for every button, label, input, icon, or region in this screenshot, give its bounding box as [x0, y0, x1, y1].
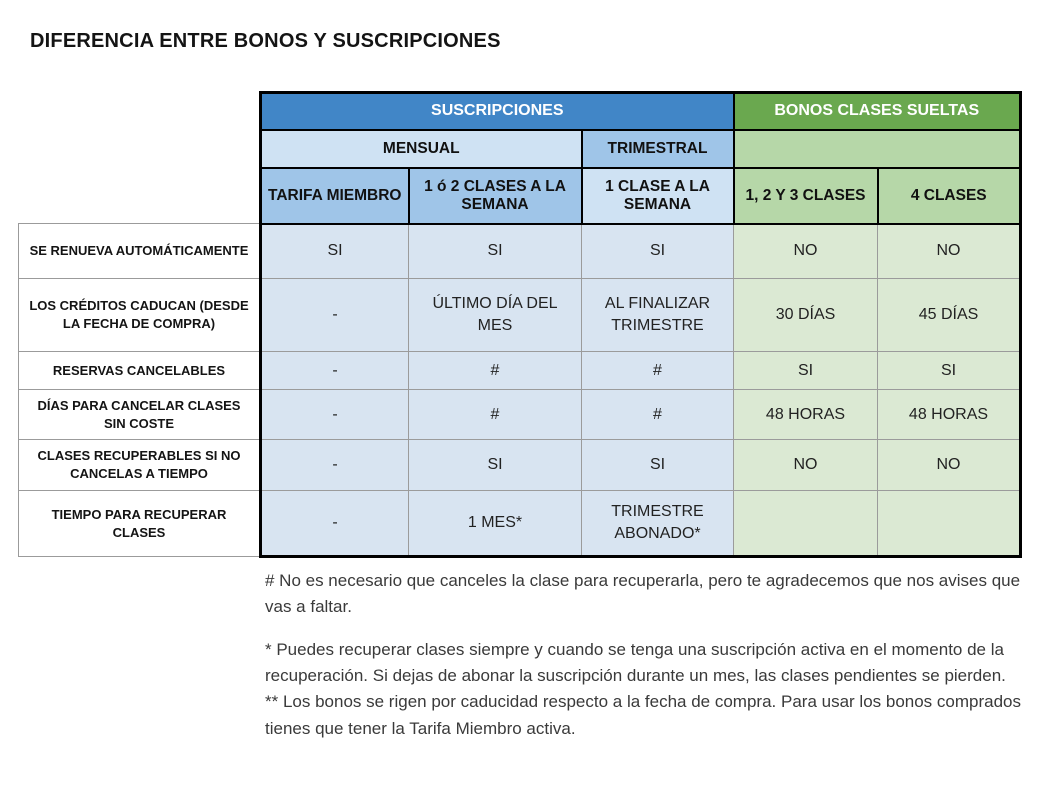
row-label: TIEMPO PARA RECUPERAR CLASES	[19, 491, 261, 557]
table-cell: SI	[878, 352, 1021, 390]
table-cell: 30 DÍAS	[734, 279, 878, 352]
spacer-cell	[19, 168, 261, 224]
footnotes	[265, 568, 1024, 742]
footnote-asterisk: * Puedes recuperar clases siempre y cuando se tenga una suscripción activa en el momento de la recuperación. Si dejas de abonar la suscripción durante un mes, las clases pendientes se pierden.	[265, 639, 1006, 686]
header-trimestral: TRIMESTRAL	[582, 130, 734, 168]
row-label: DÍAS PARA CANCELAR CLASES SIN COSTE	[19, 390, 261, 440]
header-mensual: MENSUAL	[261, 130, 582, 168]
table-cell: NO	[878, 440, 1021, 491]
row-label: RESERVAS CANCELABLES	[19, 352, 261, 390]
comparison-table	[18, 91, 1022, 558]
table-row	[19, 279, 1021, 352]
table-cell: TRIMESTRE ABONADO*	[582, 491, 734, 557]
footnote-double-asterisk: ** Los bonos se rigen por caducidad respecto a la fecha de compra. Para usar los bonos comprados tienes que tener la Tarifa Miembro activa.	[265, 692, 1022, 738]
table-cell: AL FINALIZAR TRIMESTRE	[582, 279, 734, 352]
column-header-tarifa-miembro: TARIFA MIEMBRO	[261, 168, 409, 224]
table-cell: -	[261, 440, 409, 491]
table-cell: -	[261, 390, 409, 440]
row-label: CLASES RECUPERABLES SI NO CANCELAS A TIEMPO	[19, 440, 261, 491]
column-header-1-clase: 1 CLASE A LA SEMANA	[582, 168, 734, 224]
spacer-cell	[19, 130, 261, 168]
table-row	[19, 491, 1021, 557]
table-cell: SI	[582, 224, 734, 279]
table-cell: NO	[878, 224, 1021, 279]
table-cell: -	[261, 279, 409, 352]
table-cell	[878, 491, 1021, 557]
table-cell: SI	[409, 440, 582, 491]
column-header-4-clases: 4 CLASES	[878, 168, 1021, 224]
table-row	[19, 390, 1021, 440]
row-label: SE RENUEVA AUTOMÁTICAMENTE	[19, 224, 261, 279]
table-cell: #	[582, 352, 734, 390]
table-cell: SI	[409, 224, 582, 279]
table-row	[19, 352, 1021, 390]
table-cell: -	[261, 491, 409, 557]
row-label: LOS CRÉDITOS CADUCAN (DESDE LA FECHA DE COMPRA)	[19, 279, 261, 352]
table-cell: NO	[734, 440, 878, 491]
spacer-cell	[19, 93, 261, 130]
header-bonos-clases-sueltas: BONOS CLASES SUELTAS	[734, 93, 1021, 130]
table-cell: 48 HORAS	[878, 390, 1021, 440]
table-cell: ÚLTIMO DÍA DEL MES	[409, 279, 582, 352]
table-row	[19, 440, 1021, 491]
page-title: DIFERENCIA ENTRE BONOS Y SUSCRIPCIONES	[30, 30, 501, 52]
table-cell: #	[409, 352, 582, 390]
column-header-1o2-clases: 1 ó 2 CLASES A LA SEMANA	[409, 168, 582, 224]
table-cell: 45 DÍAS	[878, 279, 1021, 352]
table-cell: #	[582, 390, 734, 440]
column-header-123-clases: 1, 2 Y 3 CLASES	[734, 168, 878, 224]
table-cell: NO	[734, 224, 878, 279]
table-row	[19, 224, 1021, 279]
table-cell: SI	[261, 224, 409, 279]
table-cell: -	[261, 352, 409, 390]
table-cell: SI	[734, 352, 878, 390]
table-cell	[734, 491, 878, 557]
table-cell: #	[409, 390, 582, 440]
table-cell: 1 MES*	[409, 491, 582, 557]
table-cell: 48 HORAS	[734, 390, 878, 440]
header-bonos-blank	[734, 130, 1021, 168]
table-cell: SI	[582, 440, 734, 491]
header-suscripciones: SUSCRIPCIONES	[261, 93, 734, 130]
footnote-hash: # No es necesario que canceles la clase para recuperarla, pero te agradecemos que nos avises que vas a faltar.	[265, 571, 1021, 617]
